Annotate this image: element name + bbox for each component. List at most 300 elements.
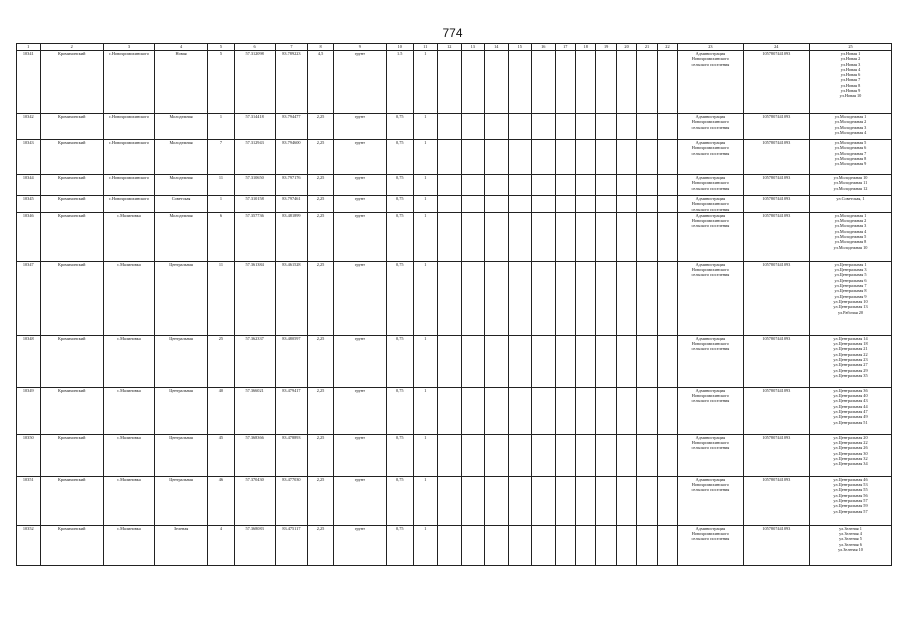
table-row bbox=[17, 196, 892, 213]
width-cell: 2,25 bbox=[308, 434, 334, 476]
record-id: 10347 bbox=[17, 261, 41, 335]
empty-cell bbox=[508, 434, 532, 476]
count-cell: 1 bbox=[413, 212, 438, 261]
village-cell: с.Новохромихинского bbox=[103, 51, 154, 114]
village-cell: с.Малиновка bbox=[103, 261, 154, 335]
record-id: 10343 bbox=[17, 140, 41, 175]
empty-cell bbox=[438, 476, 462, 525]
house-number-cell: 11 bbox=[208, 175, 235, 196]
district-cell: Кромихинский bbox=[40, 335, 103, 387]
street-cell: Советская bbox=[154, 196, 207, 213]
addresses-cell: ул.Молодежная 1 ул.Молодежная 2 ул.Молодежная 3 ул.Молодежная 4 bbox=[810, 114, 892, 140]
surface-cell: грунт bbox=[333, 212, 386, 261]
column-header: 13 bbox=[461, 44, 485, 51]
empty-cell bbox=[555, 196, 575, 213]
length-cell: 0,75 bbox=[386, 525, 413, 565]
street-cell: Центральная bbox=[154, 261, 207, 335]
empty-cell bbox=[508, 212, 532, 261]
empty-cell bbox=[532, 212, 556, 261]
column-header: 25 bbox=[810, 44, 892, 51]
administration-cell: Администрация Новохромихинского сельского поселения bbox=[678, 114, 743, 140]
administration-cell: Администрация Новохромихинского сельского поселения bbox=[678, 525, 743, 565]
street-cell: Молодежная bbox=[154, 212, 207, 261]
addresses-cell: ул.Молодежная 10 ул.Молодежная 11 ул.Молодежная 12 bbox=[810, 175, 892, 196]
column-header: 6 bbox=[234, 44, 275, 51]
empty-cell bbox=[616, 476, 636, 525]
latitude-cell: 57.310158 bbox=[234, 196, 275, 213]
district-cell: Кромихинский bbox=[40, 476, 103, 525]
width-cell: 2,25 bbox=[308, 140, 334, 175]
latitude-cell: 57.370430 bbox=[234, 476, 275, 525]
surface-cell: грунт bbox=[333, 525, 386, 565]
column-header: 18 bbox=[575, 44, 595, 51]
district-cell: Кромихинский bbox=[40, 114, 103, 140]
latitude-cell: 57.314418 bbox=[234, 114, 275, 140]
empty-cell bbox=[616, 140, 636, 175]
ogrn-cell: 1057807441093 bbox=[743, 261, 809, 335]
empty-cell bbox=[555, 434, 575, 476]
empty-cell bbox=[532, 476, 556, 525]
district-cell: Кромихинский bbox=[40, 51, 103, 114]
empty-cell bbox=[575, 434, 595, 476]
length-cell: 0,75 bbox=[386, 387, 413, 434]
count-cell: 1 bbox=[413, 335, 438, 387]
addresses-cell: ул.Центральная 14 ул.Центральная 18 ул.Центральная 21 ул.Центральная 22 ул.Центральная 23 ул.Центральная 27 ул.Центральная 29 ул.Центральная 35 bbox=[810, 335, 892, 387]
header-row bbox=[17, 44, 892, 51]
empty-cell bbox=[616, 434, 636, 476]
longitude-cell: 83.475117 bbox=[275, 525, 308, 565]
empty-cell bbox=[616, 114, 636, 140]
street-cell: Центральная bbox=[154, 387, 207, 434]
longitude-cell: 83.480597 bbox=[275, 335, 308, 387]
empty-cell bbox=[461, 114, 485, 140]
empty-cell bbox=[485, 261, 509, 335]
length-cell: 0,75 bbox=[386, 175, 413, 196]
empty-cell bbox=[616, 212, 636, 261]
surface-cell: грунт bbox=[333, 140, 386, 175]
empty-cell bbox=[555, 476, 575, 525]
empty-cell bbox=[461, 387, 485, 434]
empty-cell bbox=[616, 51, 636, 114]
table-row bbox=[17, 335, 892, 387]
column-header: 24 bbox=[743, 44, 809, 51]
empty-cell bbox=[555, 212, 575, 261]
ogrn-cell: 1057807441093 bbox=[743, 114, 809, 140]
addresses-cell: ул.Молодежная 5 ул.Молодежная 6 ул.Молодежная 7 ул.Молодежная 8 ул.Молодежная 9 bbox=[810, 140, 892, 175]
empty-cell bbox=[438, 140, 462, 175]
empty-cell bbox=[575, 140, 595, 175]
column-header: 10 bbox=[386, 44, 413, 51]
empty-cell bbox=[596, 476, 616, 525]
empty-cell bbox=[657, 196, 677, 213]
district-cell: Кромихинский bbox=[40, 196, 103, 213]
administration-cell: Администрация Новохромихинского сельского поселения bbox=[678, 196, 743, 213]
column-header: 12 bbox=[438, 44, 462, 51]
empty-cell bbox=[575, 261, 595, 335]
empty-cell bbox=[532, 175, 556, 196]
empty-cell bbox=[508, 196, 532, 213]
house-number-cell: 45 bbox=[208, 434, 235, 476]
length-cell: 1.5 bbox=[386, 51, 413, 114]
table-row bbox=[17, 114, 892, 140]
administration-cell: Администрация Новохромихинского сельского поселения bbox=[678, 387, 743, 434]
empty-cell bbox=[657, 114, 677, 140]
width-cell: 2,25 bbox=[308, 261, 334, 335]
empty-cell bbox=[508, 261, 532, 335]
empty-cell bbox=[532, 140, 556, 175]
longitude-cell: 83.477030 bbox=[275, 476, 308, 525]
table-row bbox=[17, 434, 892, 476]
empty-cell bbox=[438, 51, 462, 114]
empty-cell bbox=[532, 114, 556, 140]
longitude-cell: 83.797176 bbox=[275, 175, 308, 196]
width-cell: 2,25 bbox=[308, 476, 334, 525]
record-id: 10342 bbox=[17, 114, 41, 140]
longitude-cell: 83.479417 bbox=[275, 387, 308, 434]
table-row bbox=[17, 387, 892, 434]
empty-cell bbox=[438, 434, 462, 476]
empty-cell bbox=[657, 51, 677, 114]
house-number-cell: 11 bbox=[208, 261, 235, 335]
table-row bbox=[17, 476, 892, 525]
ogrn-cell: 1057807441093 bbox=[743, 196, 809, 213]
length-cell: 0,75 bbox=[386, 476, 413, 525]
count-cell: 1 bbox=[413, 140, 438, 175]
column-header: 19 bbox=[596, 44, 616, 51]
empty-cell bbox=[485, 114, 509, 140]
empty-cell bbox=[616, 525, 636, 565]
empty-cell bbox=[657, 212, 677, 261]
empty-cell bbox=[555, 335, 575, 387]
empty-cell bbox=[616, 196, 636, 213]
longitude-cell: 83.461528 bbox=[275, 261, 308, 335]
record-id: 10352 bbox=[17, 525, 41, 565]
house-number-cell: 1 bbox=[208, 196, 235, 213]
empty-cell bbox=[657, 335, 677, 387]
count-cell: 1 bbox=[413, 114, 438, 140]
column-header: 8 bbox=[308, 44, 334, 51]
street-cell: Центральная bbox=[154, 476, 207, 525]
empty-cell bbox=[508, 175, 532, 196]
addresses-cell: ул.Центральная 1 ул.Центральная 3 ул.Центральная 5 ул.Центральная 6 ул.Центральная 7 ул.Центральная 8 ул.Центральная 9 ул.Центральная 10 ул.Центральная 13 ул.Рабочая 20 bbox=[810, 261, 892, 335]
empty-cell bbox=[596, 175, 616, 196]
empty-cell bbox=[637, 525, 657, 565]
village-cell: с.Новохромихинского bbox=[103, 114, 154, 140]
addresses-cell: ул.Зеленая 1 ул.Зеленая 4 ул.Зеленая 5 ул.Зеленая 6 ул.Зеленая 10 bbox=[810, 525, 892, 565]
street-cell: Центральная bbox=[154, 434, 207, 476]
empty-cell bbox=[575, 387, 595, 434]
count-cell: 1 bbox=[413, 476, 438, 525]
latitude-cell: 57.312098 bbox=[234, 51, 275, 114]
house-number-cell: 1 bbox=[208, 114, 235, 140]
empty-cell bbox=[596, 387, 616, 434]
empty-cell bbox=[575, 476, 595, 525]
column-header: 23 bbox=[678, 44, 743, 51]
column-header: 7 bbox=[275, 44, 308, 51]
administration-cell: Администрация Новохромихинского сельского поселения bbox=[678, 212, 743, 261]
record-id: 10345 bbox=[17, 196, 41, 213]
table-row bbox=[17, 175, 892, 196]
empty-cell bbox=[485, 51, 509, 114]
empty-cell bbox=[637, 196, 657, 213]
village-cell: с.Малиновка bbox=[103, 387, 154, 434]
village-cell: с.Новохромихинского bbox=[103, 140, 154, 175]
empty-cell bbox=[461, 525, 485, 565]
column-header: 17 bbox=[555, 44, 575, 51]
width-cell: 4,5 bbox=[308, 51, 334, 114]
record-id: 10344 bbox=[17, 175, 41, 196]
empty-cell bbox=[485, 196, 509, 213]
administration-cell: Администрация Новохромихинского сельского поселения bbox=[678, 175, 743, 196]
empty-cell bbox=[508, 387, 532, 434]
longitude-cell: 83.789223 bbox=[275, 51, 308, 114]
column-header: 4 bbox=[154, 44, 207, 51]
length-cell: 0,75 bbox=[386, 140, 413, 175]
empty-cell bbox=[596, 114, 616, 140]
house-number-cell: 4 bbox=[208, 525, 235, 565]
empty-cell bbox=[657, 387, 677, 434]
latitude-cell: 57.312943 bbox=[234, 140, 275, 175]
empty-cell bbox=[637, 175, 657, 196]
column-header: 22 bbox=[657, 44, 677, 51]
street-cell: Зеленая bbox=[154, 525, 207, 565]
latitude-cell: 57.368083 bbox=[234, 525, 275, 565]
empty-cell bbox=[461, 140, 485, 175]
district-cell: Кромихинский bbox=[40, 261, 103, 335]
street-cell: Молодежная bbox=[154, 175, 207, 196]
district-cell: Кромихинский bbox=[40, 212, 103, 261]
empty-cell bbox=[532, 434, 556, 476]
empty-cell bbox=[508, 114, 532, 140]
empty-cell bbox=[485, 525, 509, 565]
addresses-cell: ул.Центральная 20 ул.Центральная 22 ул.Центральная 26 ул.Центральная 30 ул.Центральная 32 ул.Центральная 34 bbox=[810, 434, 892, 476]
empty-cell bbox=[555, 387, 575, 434]
length-cell: 0,75 bbox=[386, 434, 413, 476]
ogrn-cell: 1057807441093 bbox=[743, 212, 809, 261]
district-cell: Кромихинский bbox=[40, 387, 103, 434]
village-cell: с.Малиновка bbox=[103, 335, 154, 387]
empty-cell bbox=[637, 51, 657, 114]
district-cell: Кромихинский bbox=[40, 140, 103, 175]
latitude-cell: 57.310650 bbox=[234, 175, 275, 196]
house-number-cell: 5 bbox=[208, 51, 235, 114]
street-cell: Новая bbox=[154, 51, 207, 114]
empty-cell bbox=[596, 212, 616, 261]
addresses-cell: ул.Советская, 1 bbox=[810, 196, 892, 213]
empty-cell bbox=[596, 525, 616, 565]
surface-cell: грунт bbox=[333, 387, 386, 434]
village-cell: с.Новохромихинского bbox=[103, 175, 154, 196]
empty-cell bbox=[596, 434, 616, 476]
registry-table bbox=[16, 43, 892, 566]
count-cell: 1 bbox=[413, 261, 438, 335]
surface-cell: грунт bbox=[333, 51, 386, 114]
count-cell: 1 bbox=[413, 434, 438, 476]
longitude-cell: 83.794477 bbox=[275, 114, 308, 140]
width-cell: 2,25 bbox=[308, 387, 334, 434]
empty-cell bbox=[657, 261, 677, 335]
empty-cell bbox=[438, 335, 462, 387]
empty-cell bbox=[596, 51, 616, 114]
empty-cell bbox=[485, 175, 509, 196]
empty-cell bbox=[637, 261, 657, 335]
empty-cell bbox=[532, 261, 556, 335]
empty-cell bbox=[616, 175, 636, 196]
latitude-cell: 57.362337 bbox=[234, 335, 275, 387]
record-id: 10350 bbox=[17, 434, 41, 476]
empty-cell bbox=[461, 212, 485, 261]
empty-cell bbox=[485, 212, 509, 261]
empty-cell bbox=[657, 476, 677, 525]
district-cell: Кромихинский bbox=[40, 175, 103, 196]
village-cell: с.Новохромихинского bbox=[103, 196, 154, 213]
administration-cell: Администрация Новохромихинского сельского поселения bbox=[678, 140, 743, 175]
empty-cell bbox=[485, 335, 509, 387]
length-cell: 0,75 bbox=[386, 212, 413, 261]
empty-cell bbox=[461, 476, 485, 525]
page-number: 774 bbox=[442, 26, 463, 40]
empty-cell bbox=[596, 140, 616, 175]
addresses-cell: ул.Центральная 36 ул.Центральная 40 ул.Центральная 43 ул.Центральная 44 ул.Центральная 47 ул.Центральная 49 ул.Центральная 51 bbox=[810, 387, 892, 434]
empty-cell bbox=[575, 335, 595, 387]
count-cell: 1 bbox=[413, 51, 438, 114]
village-cell: с.Малиновка bbox=[103, 212, 154, 261]
empty-cell bbox=[637, 114, 657, 140]
empty-cell bbox=[657, 140, 677, 175]
latitude-cell: 57.357736 bbox=[234, 212, 275, 261]
width-cell: 2,25 bbox=[308, 196, 334, 213]
addresses-cell: ул.Новая 1 ул.Новая 2 ул.Новая 3 ул.Новая 4 ул.Новая 6 ул.Новая 7 ул.Новая 8 ул.Новая 9 ул.Новая 10 bbox=[810, 51, 892, 114]
house-number-cell: 7 bbox=[208, 140, 235, 175]
ogrn-cell: 1057807441093 bbox=[743, 51, 809, 114]
administration-cell: Администрация Новохромихинского сельского поселения bbox=[678, 434, 743, 476]
empty-cell bbox=[461, 434, 485, 476]
empty-cell bbox=[461, 175, 485, 196]
surface-cell: грунт bbox=[333, 261, 386, 335]
surface-cell: грунт bbox=[333, 196, 386, 213]
empty-cell bbox=[555, 525, 575, 565]
street-cell: Молодежная bbox=[154, 114, 207, 140]
empty-cell bbox=[596, 335, 616, 387]
empty-cell bbox=[485, 476, 509, 525]
empty-cell bbox=[461, 51, 485, 114]
empty-cell bbox=[555, 140, 575, 175]
empty-cell bbox=[616, 261, 636, 335]
house-number-cell: 40 bbox=[208, 387, 235, 434]
empty-cell bbox=[485, 434, 509, 476]
empty-cell bbox=[575, 114, 595, 140]
column-header: 1 bbox=[17, 44, 41, 51]
empty-cell bbox=[657, 434, 677, 476]
width-cell: 2,25 bbox=[308, 175, 334, 196]
column-header: 11 bbox=[413, 44, 438, 51]
empty-cell bbox=[438, 114, 462, 140]
ogrn-cell: 1057807441093 bbox=[743, 476, 809, 525]
table-row bbox=[17, 212, 892, 261]
latitude-cell: 57.361384 bbox=[234, 261, 275, 335]
length-cell: 0,75 bbox=[386, 335, 413, 387]
ogrn-cell: 1057807441093 bbox=[743, 525, 809, 565]
count-cell: 1 bbox=[413, 175, 438, 196]
empty-cell bbox=[461, 335, 485, 387]
street-cell: Молодежная bbox=[154, 140, 207, 175]
empty-cell bbox=[637, 434, 657, 476]
record-id: 10341 bbox=[17, 51, 41, 114]
column-header: 20 bbox=[616, 44, 636, 51]
width-cell: 2,25 bbox=[308, 335, 334, 387]
empty-cell bbox=[616, 335, 636, 387]
length-cell: 0,75 bbox=[386, 114, 413, 140]
addresses-cell: ул.Молодежная 1 ул.Молодежная 2 ул.Молодежная 3 ул.Молодежная 4 ул.Молодежная 5 ул.Молодежная 8 ул.Молодежная 10 bbox=[810, 212, 892, 261]
empty-cell bbox=[508, 140, 532, 175]
table-row bbox=[17, 140, 892, 175]
village-cell: с.Малиновка bbox=[103, 434, 154, 476]
administration-cell: Администрация Новохромихинского сельского поселения bbox=[678, 335, 743, 387]
column-header: 5 bbox=[208, 44, 235, 51]
record-id: 10348 bbox=[17, 335, 41, 387]
district-cell: Кромихинский bbox=[40, 525, 103, 565]
empty-cell bbox=[596, 196, 616, 213]
empty-cell bbox=[485, 387, 509, 434]
column-header: 3 bbox=[103, 44, 154, 51]
length-cell: 0,75 bbox=[386, 261, 413, 335]
ogrn-cell: 1057807441093 bbox=[743, 140, 809, 175]
village-cell: с.Малиновка bbox=[103, 525, 154, 565]
empty-cell bbox=[438, 387, 462, 434]
column-header: 16 bbox=[532, 44, 556, 51]
empty-cell bbox=[461, 261, 485, 335]
count-cell: 1 bbox=[413, 196, 438, 213]
empty-cell bbox=[637, 476, 657, 525]
empty-cell bbox=[438, 261, 462, 335]
length-cell: 0,75 bbox=[386, 196, 413, 213]
record-id: 10351 bbox=[17, 476, 41, 525]
longitude-cell: 83.478893 bbox=[275, 434, 308, 476]
empty-cell bbox=[657, 175, 677, 196]
surface-cell: грунт bbox=[333, 175, 386, 196]
latitude-cell: 57.368366 bbox=[234, 434, 275, 476]
column-header: 14 bbox=[485, 44, 509, 51]
empty-cell bbox=[575, 196, 595, 213]
width-cell: 2,25 bbox=[308, 525, 334, 565]
empty-cell bbox=[508, 525, 532, 565]
longitude-cell: 83.797461 bbox=[275, 196, 308, 213]
surface-cell: грунт bbox=[333, 476, 386, 525]
empty-cell bbox=[616, 387, 636, 434]
table-row bbox=[17, 525, 892, 565]
surface-cell: грунт bbox=[333, 114, 386, 140]
empty-cell bbox=[532, 335, 556, 387]
ogrn-cell: 1057807441093 bbox=[743, 434, 809, 476]
column-header: 15 bbox=[508, 44, 532, 51]
empty-cell bbox=[575, 175, 595, 196]
table-row bbox=[17, 51, 892, 114]
table-row bbox=[17, 261, 892, 335]
district-cell: Кромихинский bbox=[40, 434, 103, 476]
empty-cell bbox=[508, 335, 532, 387]
latitude-cell: 57.366021 bbox=[234, 387, 275, 434]
empty-cell bbox=[438, 196, 462, 213]
column-header: 9 bbox=[333, 44, 386, 51]
longitude-cell: 83.481899 bbox=[275, 212, 308, 261]
empty-cell bbox=[637, 212, 657, 261]
longitude-cell: 83.794600 bbox=[275, 140, 308, 175]
column-header: 2 bbox=[40, 44, 103, 51]
column-header: 21 bbox=[637, 44, 657, 51]
empty-cell bbox=[508, 476, 532, 525]
count-cell: 1 bbox=[413, 525, 438, 565]
width-cell: 2,25 bbox=[308, 114, 334, 140]
